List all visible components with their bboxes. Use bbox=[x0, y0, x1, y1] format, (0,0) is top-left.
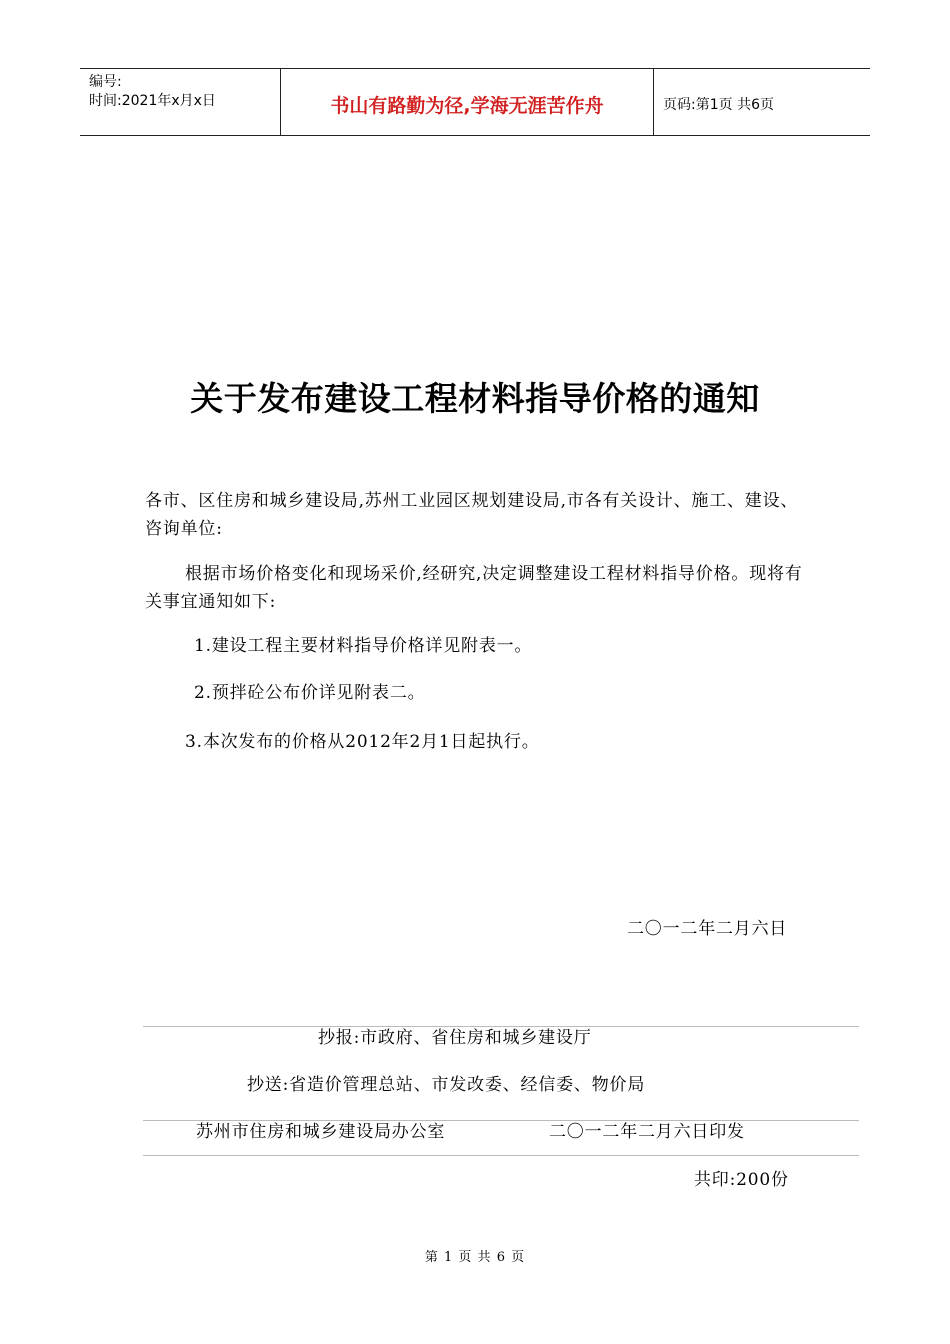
document-number-label: 编号: bbox=[89, 74, 122, 90]
header-table bbox=[80, 68, 870, 136]
document-title: 关于发布建设工程材料指导价格的通知 bbox=[190, 379, 760, 418]
document-date: 二〇一二年二月六日 bbox=[627, 919, 788, 939]
document-time-label: 时间:2021年x月x日 bbox=[89, 93, 216, 109]
header-motto: 书山有路勤为径,学海无涯苦作舟 bbox=[281, 69, 654, 135]
copy-to-line: 抄送:省造价管理总站、市发改委、经信委、物价局 bbox=[247, 1075, 646, 1095]
report-to-line: 抄报:市政府、省住房和城乡建设厅 bbox=[318, 1028, 592, 1048]
list-item: 2.预拌砼公布价详见附表二。 bbox=[194, 683, 426, 703]
header-meta-cell bbox=[80, 69, 281, 135]
header-page-info: 页码:第1页 共6页 bbox=[663, 97, 774, 113]
page-footer: 第 1 页 共 6 页 bbox=[424, 1250, 526, 1265]
list-item: 1.建设工程主要材料指导价格详见附表一。 bbox=[194, 636, 533, 656]
addressee-paragraph: 各市、区住房和城乡建设局,苏州工业园区规划建设局,市各有关设计、施工、建设、咨询单位: bbox=[145, 491, 799, 539]
divider-line bbox=[143, 1155, 859, 1156]
copies-count: 共印:200份 bbox=[694, 1170, 789, 1190]
body-paragraph: 根据市场价格变化和现场采价,经研究,决定调整建设工程材料指导价格。现将有关事宜通知如下: bbox=[145, 564, 803, 612]
issue-date: 二〇一二年二月六日印发 bbox=[549, 1122, 745, 1142]
list-item: 3.本次发布的价格从2012年2月1日起执行。 bbox=[185, 732, 540, 752]
issuing-office: 苏州市住房和城乡建设局办公室 bbox=[196, 1122, 446, 1142]
